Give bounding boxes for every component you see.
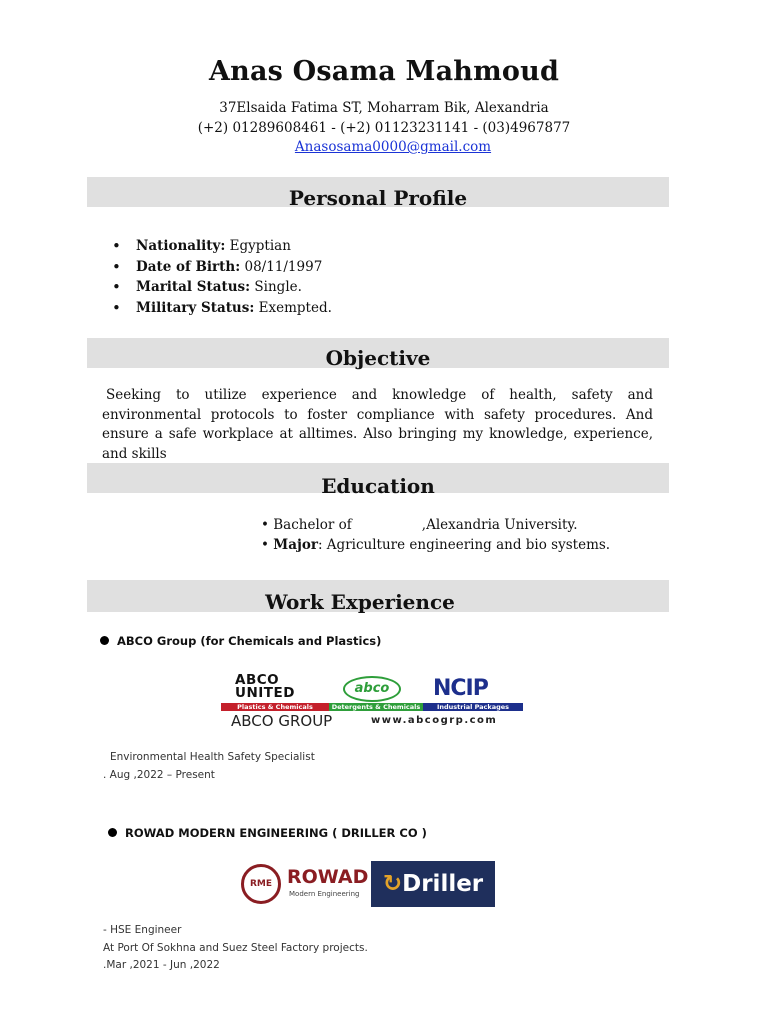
company-rowad: [108, 826, 427, 840]
logo-strip-red: Plastics & Chemicals: [221, 703, 329, 711]
major-value: : Agriculture engineering and bio systems.: [317, 537, 611, 553]
list-item: [112, 277, 332, 298]
nationality-label: Nationality:: [136, 238, 226, 254]
abco-url-text: www.abcogrp.com: [371, 715, 498, 726]
education-major: • Major: Agriculture engineering and bio systems.: [261, 537, 611, 553]
marital-value: Single.: [250, 279, 302, 295]
driller-swirl-icon: ↻: [382, 871, 403, 897]
rowad-text: ROWAD: [287, 866, 369, 888]
job-detail: At Port Of Sokhna and Suez Steel Factory projects.: [103, 942, 368, 954]
company-name: ROWAD MODERN ENGINEERING ( DRILLER CO ): [125, 826, 427, 840]
email-link[interactable]: Anasosama0000@gmail.com: [294, 139, 492, 155]
job-role: Environmental Health Safety Specialist: [110, 751, 315, 763]
ncip-logo: NCIP: [433, 676, 488, 701]
list-item: [112, 236, 332, 257]
nationality-value: Egyptian: [225, 238, 291, 254]
education-heading: Education: [321, 474, 435, 498]
rme-logo: RME: [241, 864, 281, 904]
list-item: [112, 257, 332, 278]
military-value: Exempted.: [254, 299, 332, 316]
logo-strip-green: Detergents & Chemicals: [329, 703, 423, 711]
address: 37Elsaida Fatima ST, Moharram Bik, Alexandria: [219, 100, 549, 116]
job-period: .Mar ,2021 - Jun ,2022: [103, 959, 220, 971]
work-experience-heading: Work Experience: [265, 590, 455, 614]
personal-profile-list: [112, 236, 332, 318]
abco-united-text: ABCO UNITED: [235, 672, 295, 701]
job-period: . Aug ,2022 – Present: [103, 769, 215, 781]
education-degree: • Bachelor of ,Alexandria University.: [261, 517, 578, 533]
major-label: Major: [273, 537, 318, 553]
candidate-name: Anas Osama Mahmoud: [208, 56, 560, 87]
job-role: - HSE Engineer: [103, 924, 182, 936]
rowad-subtitle: Modern Engineering: [289, 890, 360, 898]
bullet-icon: [100, 636, 109, 645]
degree-prefix: Bachelor of: [273, 517, 352, 533]
bullet-icon: [108, 828, 117, 837]
dob-label: Date of Birth:: [136, 258, 241, 275]
company-abco: [100, 634, 381, 648]
military-label: Military Status:: [136, 299, 255, 316]
rowad-driller-logo: [238, 861, 496, 907]
personal-profile-heading: Personal Profile: [288, 186, 468, 210]
abco-oval-logo: abco: [343, 676, 401, 702]
driller-logo: [371, 861, 495, 907]
company-name: ABCO Group (for Chemicals and Plastics): [117, 634, 382, 648]
driller-text: Driller: [402, 871, 484, 897]
list-item: [112, 298, 332, 319]
abco-group-text: ABCO GROUP: [231, 712, 333, 730]
objective-heading: Objective: [325, 346, 431, 370]
marital-label: Marital Status:: [136, 279, 251, 295]
abco-logo: [221, 672, 523, 732]
email-row: [0, 139, 768, 155]
dob-value: 08/11/1997: [240, 258, 323, 275]
objective-text: Seeking to utilize experience and knowledge of health, safety and environmental protocols to foster compliance with safety procedures. And ensure a safe workplace at alltimes. Also bringing my knowledge, experience, and skills: [102, 387, 653, 462]
phone-numbers: (+2) 01289608461 - (+2) 01123231141 - (03)4967877: [197, 120, 571, 136]
logo-strip-blue: Industrial Packages: [423, 703, 523, 711]
university: ,Alexandria University.: [421, 517, 578, 533]
